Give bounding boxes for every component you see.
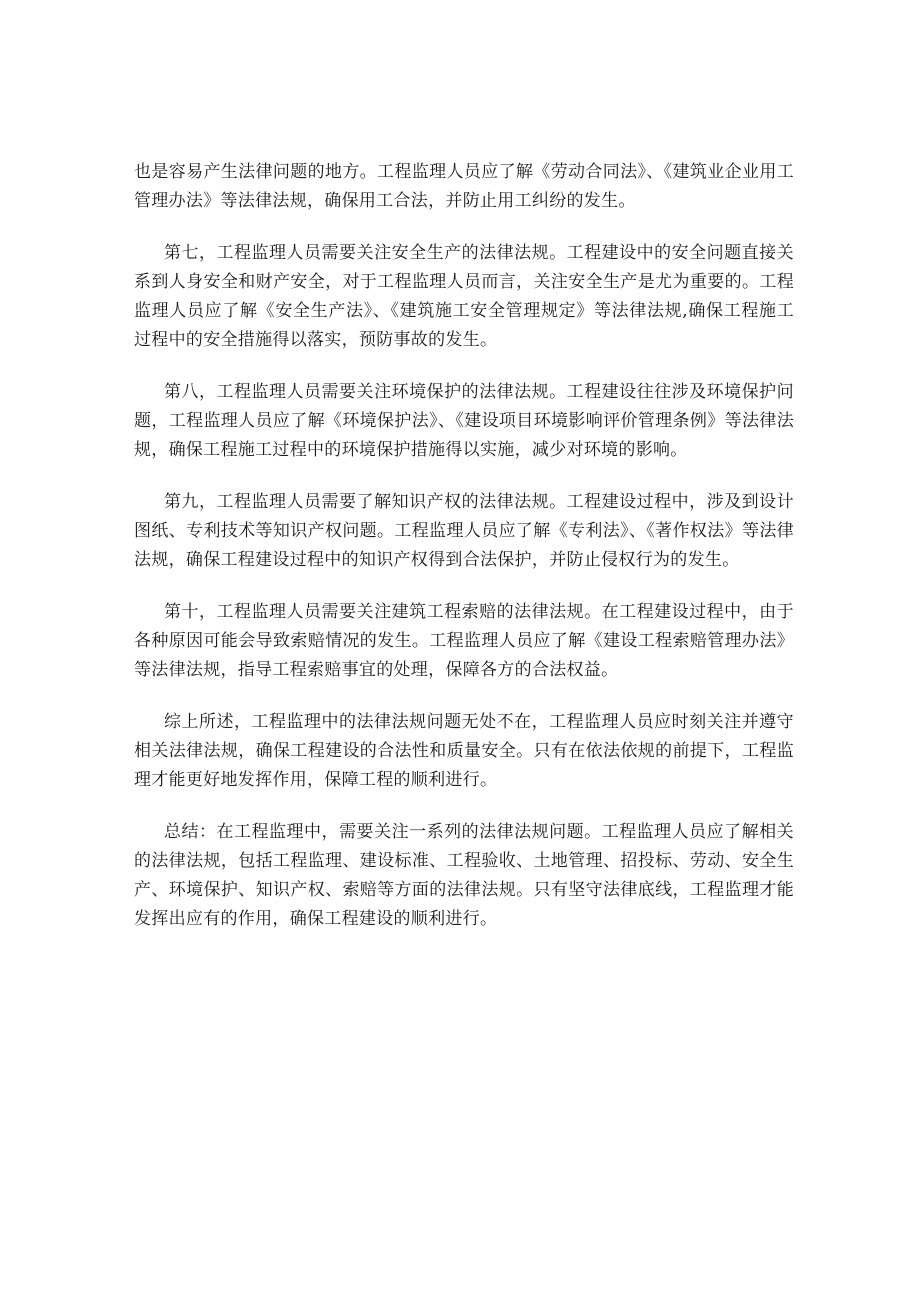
paragraph-continuation: 也是容易产生法律问题的地方。工程监理人员应了解《劳动合同法》、《建筑业企业用工管理办法》等法律法规，确保用工合法，并防止用工纠纷的发生。 xyxy=(134,162,794,211)
paragraph-eighth: 第八，工程监理人员需要关注环境保护的法律法规。工程建设往往涉及环境保护问题，工程监理人员应了解《环境保护法》、《建设项目环境影响评价管理条例》等法律法规，确保工程施工过程中的环境保护措施得以实施，减少对环境的影响。 xyxy=(134,382,794,460)
paragraph-ninth: 第九，工程监理人员需要了解知识产权的法律法规。工程建设过程中，涉及到设计图纸、专利技术等知识产权问题。工程监理人员应了解《专利法》、《著作权法》等法律法规，确保工程建设过程中的知识产权得到合法保护，并防止侵权行为的发生。 xyxy=(134,492,794,570)
paragraph-seventh: 第七，工程监理人员需要关注安全生产的法律法规。工程建设中的安全问题直接关系到人身安全和财产安全，对于工程监理人员而言，关注安全生产是尤为重要的。工程监理人员应了解《安全生产法》、《建筑施工安全管理规定》等法律法规,确保工程施工过程中的安全措施得以落实，预防事故的发生。 xyxy=(134,243,794,350)
document-body xyxy=(134,158,794,957)
paragraph-tenth: 第十，工程监理人员需要关注建筑工程索赔的法律法规。在工程建设过程中，由于各种原因可能会导致索赔情况的发生。工程监理人员应了解《建设工程索赔管理办法》等法律法规，指导工程索赔事宜的处理，保障各方的合法权益。 xyxy=(134,602,794,680)
paragraph-summary: 总结：在工程监理中，需要关注一系列的法律法规问题。工程监理人员应了解相关的法律法规，包括工程监理、建设标准、工程验收、土地管理、招投标、劳动、安全生产、环境保护、知识产权、索赔等方面的法律法规。只有坚守法律底线，工程监理才能发挥出应有的作用，确保工程建设的顺利进行。 xyxy=(134,822,794,929)
paragraph-conclusion: 综上所述，工程监理中的法律法规问题无处不在，工程监理人员应时刻关注并遵守相关法律法规，确保工程建设的合法性和质量安全。只有在依法依规的前提下，工程监理才能更好地发挥作用，保障工程的顺利进行。 xyxy=(134,712,794,790)
